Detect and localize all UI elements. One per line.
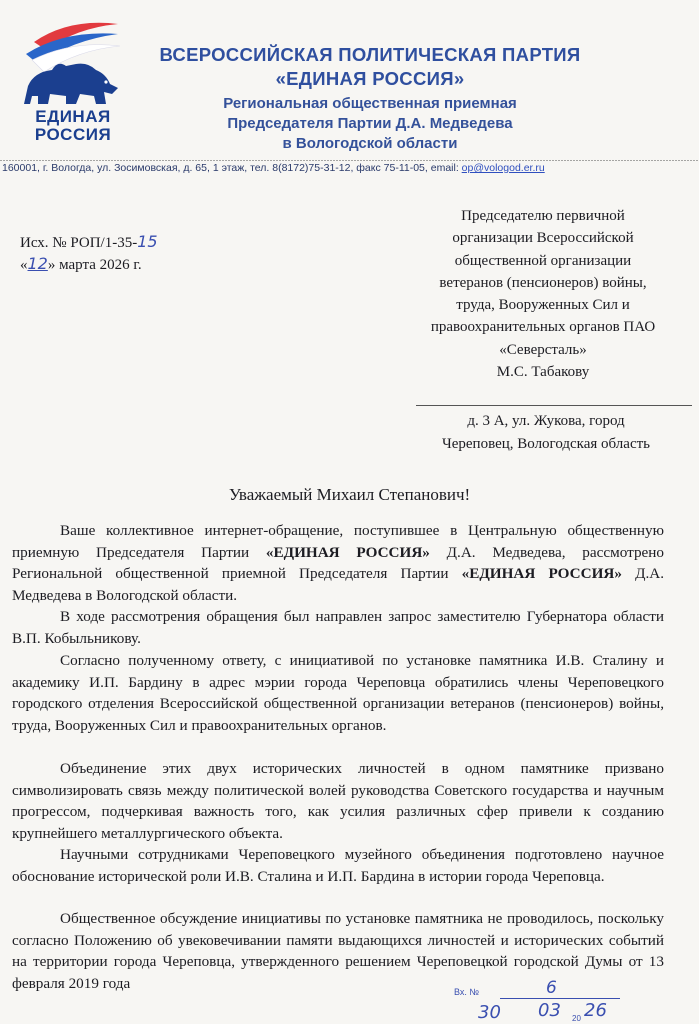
recipient-divider [416, 405, 692, 406]
body-paragraph-1 [12, 520, 664, 606]
stamp-day-handwritten: 30 [478, 1002, 501, 1023]
incoming-stamp [448, 978, 648, 1024]
party-title: ВСЕРОССИЙСКАЯ ПОЛИТИЧЕСКАЯ ПАРТИЯ [159, 44, 581, 65]
office-email-link[interactable]: op@vologod.er.ru [461, 162, 545, 174]
stamp-year-printed: 20 [572, 1014, 581, 1023]
recipient-line: Председателю первичной [461, 208, 625, 224]
party-name: «ЕДИНАЯ РОССИЯ» [275, 68, 465, 89]
recipient-address-line: д. 3 А, ул. Жукова, город [467, 413, 625, 429]
body-paragraph-4: Объединение этих двух исторических личностей в одном памятнике призвано символизировать связь между политической волей руководства Советского государства и научным прогрессом, подчеркивая важность того, как усилия различных сфер привели к созданию крупнейшего металлургического объекта. [12, 760, 664, 842]
p1-text-c: Д.А. Медведева, рассмотрено Региональной общественной приемной Председателя Партии [12, 543, 665, 583]
p1-text-a: Ваше коллективное интернет-обращение, поступившее в Центральную общественную приемную Председателя Партии [12, 522, 664, 561]
date-quote-close: » [47, 257, 56, 273]
recipient-line: труда, Вооруженных Сил и [456, 297, 630, 314]
office-address [2, 162, 692, 174]
stamp-year-handwritten: 26 [584, 1000, 607, 1021]
office-address-text: 160001, г. Вологда, ул. Зосимовская, д. 65, 1 этаж, тел. 8(8172)75-31-12, факс 75-11-05, email: [2, 162, 462, 174]
outgoing-date [20, 254, 142, 274]
office-name-line2: Председателя Партии Д.А. Медведева [227, 115, 513, 132]
greeting: Уважаемый Михаил Степанович! [228, 485, 471, 504]
recipient-line: организации Всероссийской [452, 230, 634, 247]
outgoing-number-handwritten: 15 [137, 232, 158, 251]
body-paragraph-2: В ходе рассмотрения обращения был направлен запрос заместителю Губернатора области В.П. Кобыльникову. [12, 608, 664, 647]
body-paragraph-3: Согласно полученному ответу, с инициативой по установке памятника И.В. Сталину и академику И.П. Бардину в адрес мэрии города Череповца обратились члены Череповецкого городского отделения Всероссийской общественной организации ветеранов (пенсионеров) войны, труда, Вооруженных Сил и правоохранительных органов. [12, 652, 664, 734]
recipient-block [396, 205, 690, 383]
date-month-year: марта 2026 г. [55, 257, 142, 273]
stamp-number-handwritten: 6 [546, 978, 557, 998]
party-logo [14, 20, 132, 148]
recipient-line: общественной организации [454, 252, 632, 269]
stamp-label: Вх. № [454, 987, 480, 997]
logo-text-line1: ЕДИНАЯ [35, 107, 111, 126]
body-paragraph-5: Научными сотрудниками Череповецкого музейного объединения подготовлено научное обоснование исторической роли И.В. Сталина и И.П. Бардина в истории города Череповца. [12, 846, 664, 885]
p1-text-e: Д.А. Медведева в Вологодской области. [12, 565, 664, 604]
body-paragraph-6: Общественное обсуждение инициативы по установке памятника не проводилось, поскольку согласно Положению об увековечивании памяти выдающихся личностей и исторических событий на территории города Череповца, утвержденного решением Череповецкой городской Думы от 13 февраля 2019 года [12, 910, 664, 992]
party-name-bold: «ЕДИНАЯ РОССИЯ» [265, 543, 430, 561]
recipient-line: правоохранительных органов ПАО [430, 319, 656, 336]
date-quote-open: « [20, 257, 28, 273]
bear-flag-emblem-icon [14, 20, 132, 112]
logo-text-line2: РОССИЯ [34, 125, 112, 144]
office-name-line3: в Вологодской области [282, 135, 458, 152]
recipient-line: «Северсталь» [499, 341, 587, 358]
outgoing-number-prefix: Исх. № РОП/1-35- [20, 235, 138, 251]
recipient-name: М.С. Табакову [496, 364, 590, 381]
stamp-number-line [500, 998, 620, 999]
recipient-address [396, 410, 696, 455]
stamp-month-handwritten: 03 [538, 1000, 561, 1021]
address-divider [0, 160, 699, 161]
date-day-handwritten: 12 [27, 254, 48, 273]
outgoing-number [20, 232, 158, 252]
recipient-address-line: Череповец, Вологодская область [441, 435, 651, 452]
recipient-line: ветеранов (пенсионеров) войны, [439, 274, 647, 291]
office-name-line1: Региональная общественная приемная [223, 95, 517, 112]
party-name-bold: «ЕДИНАЯ РОССИЯ» [461, 565, 622, 583]
